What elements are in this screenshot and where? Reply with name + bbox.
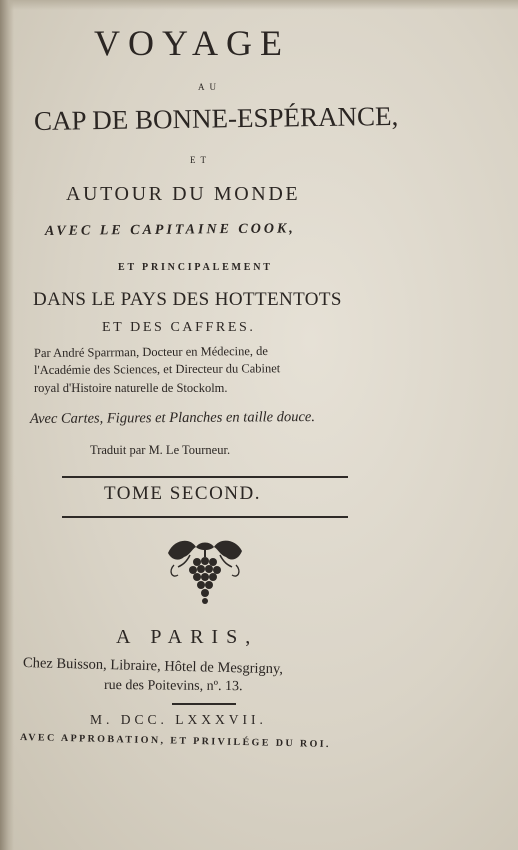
publisher-line-2: rue des Poitevins, nº. 13.	[103, 678, 243, 695]
rule-above-tome	[62, 476, 348, 478]
spine-shadow	[0, 0, 14, 850]
author-line-1: Par André Sparrman, Docteur en Médecine, de	[33, 343, 269, 360]
line-avec-cook: AVEC LE CAPITAINE COOK,	[44, 221, 296, 239]
line-pays-hottentots: DANS LE PAYS DES HOTTENTOTS	[33, 289, 342, 310]
author-line-2: l'Académie des Sciences, et Directeur du Cabinet	[33, 361, 281, 377]
grapes-ornament-icon	[160, 535, 250, 611]
line-caffres: ET DES CAFFRES.	[102, 320, 256, 335]
publisher-line-1: Chez Buisson, Libraire, Hôtel de Mesgrigny,	[22, 655, 284, 678]
title-voyage: VOYAGE	[94, 23, 290, 63]
tome-second: TOME SECOND.	[104, 483, 261, 504]
line-principalement: ET PRINCIPALEMENT	[118, 262, 273, 273]
title-autour-du-monde: AUTOUR DU MONDE	[66, 183, 301, 205]
line-privilege: AVEC APPROBATION, ET PRIVILÉGE DU ROI.	[19, 732, 332, 751]
author-line-3: royal d'Histoire naturelle de Stockolm.	[34, 381, 228, 395]
line-cartes-figures: Avec Cartes, Figures et Planches en taille douce.	[29, 409, 315, 427]
page-top-edge	[0, 0, 518, 10]
publication-year: M. DCC. LXXXVII.	[90, 712, 267, 727]
word-et-1: ET	[190, 155, 211, 165]
rule-above-year	[172, 703, 236, 705]
rule-below-tome	[62, 516, 348, 518]
word-au: AU	[198, 82, 221, 92]
line-a-paris: A PARIS,	[116, 626, 259, 648]
line-traduit: Traduit par M. Le Tourneur.	[90, 443, 231, 457]
title-cap-bonne-esperance: CAP DE BONNE-ESPÉRANCE,	[33, 100, 399, 136]
